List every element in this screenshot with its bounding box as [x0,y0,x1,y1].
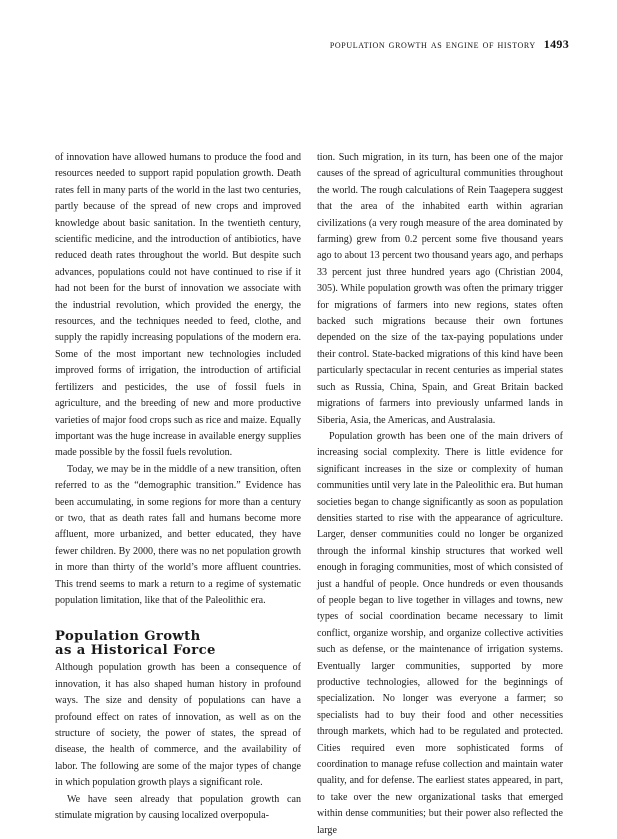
section-heading-line: as a Historical Force [55,643,216,659]
paragraph: Although population growth has been a consequence of innovation, it has also shaped human history in profound ways. The size and density of populations can have a profound effect on rates of innovation, as well as on the structure of society, the power of states, the spread of disease, the health of commerce, and the availability of labor. The following are some of the major types of change in which population growth plays a significant role. [55,662,301,789]
section-heading [55,630,301,658]
page-number: 1493 [543,37,569,51]
paragraph: Today, we may be in the middle of a new transition, often referred to as the “demographic transition.” Evidence has been accumulating, in some regions for more than a century or two, that as death rates fall and humans become more affluent, more urbanized, and better educated, they have fewer children. By 2000, there was no net population growth in more than thirty of the world’s more affluent countries. This trend seems to mark a return to a regime of systematic population limitation, like that of the Paleolithic era. [55,463,301,606]
right-column [317,150,563,839]
paragraph: We have seen already that population growth can stimulate migration by causing localized overpopula- [55,793,301,822]
left-column [55,150,301,824]
paragraph: tion. Such migration, in its turn, has been one of the major causes of the spread of agricultural communities throughout the world. The rough calculations of Rein Taagepera suggest that the area of the inhabited earth within agrarian civilizations (a very rough measure of the area dominated by farming) grew from 0.2 percent some five thousand years ago to about 13 percent two thousand years ago, and perhaps 33 percent just three hundred years ago (Christian 2004, 305). While population growth was often the primary trigger for migrations of farmers into new regions, states often backed such migrations because their own fortunes depended on the size of the tax-paying populations under their control. State-backed migrations of this kind have been particularly spectacular in recent centuries as imperial states such as Russia, China, Spain, and Great Britain backed migrations of farmers into previously unfarmed lands in Siberia, Asia, the Americas, and Australasia. [317,152,563,426]
paragraph: of innovation have allowed humans to produce the food and resources needed to support rapid population growth. Death rates fell in many parts of the world in the last two centuries, partly because of the spread of new crops and improved knowledge about basic sanitation. In the twentieth century, scientific medicine, and the introduction of antibiotics, have reduced death rates throughout the world. But despite such advances, populations could not have continued to rise if it had not been for the burst of innovation we associate with the industrial revolution, which provided the energy, the resources, and the techniques needed to feed, clothe, and supply the rapidly increasing populations of the modern era. Some of the most important new technologies included improved forms of irrigation, the introduction of artificial fertilizers and pesticides, the use of fossil fuels in agriculture, and the breeding of new and more productive varieties of major food crops such as rice and maize. Equally important was the huge increase in available energy supplies made possible by the fossil fuels revolution. [55,152,301,459]
running-head [48,37,569,52]
paragraph: Population growth has been one of the main drivers of increasing social complexity. There is little evidence for significant increases in the size or complexity of human communities until very late in the Paleolithic era. But human societies began to change significantly as soon as population densities started to rise with the appearance of agriculture. Larger, denser communities could no longer be organized through the informal kinship structures that worked well enough in foraging communities, most of which consisted of just a handful of people. Once hundreds or even thousands of people began to live together in villages and towns, new types of social coordination became necessary to limit conflict, organize worship, and organize collective activities such as defense, or the maintenance of irrigation systems. Eventually larger communities, supported by more productive technologies, allowed for the beginnings of specialization. No longer was everyone a farmer; so specialists had to buy their food and other necessities through markets, which had to be regulated and protected. Cities required even more sophisticated forms of coordination to manage refuse collection and maintain water quality, and for defense. The earliest states appeared, in part, to take over the new organizational tasks that emerged within dense communities; but their power also reflected the large [317,430,563,836]
section-heading-line: Population Growth [55,629,201,645]
running-title: population growth as engine of history [329,39,536,51]
